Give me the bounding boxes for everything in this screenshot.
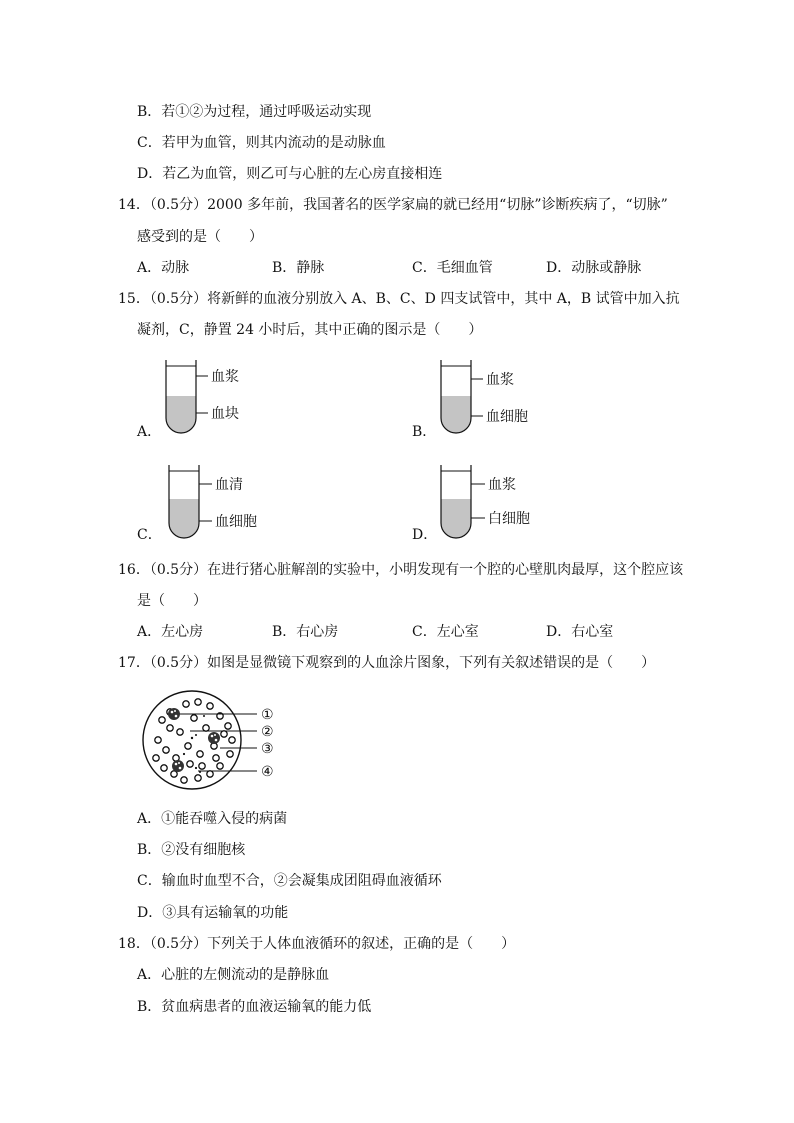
q18-stem-line1: 18．（0.5分）下列关于人体血液循环的叙述，正确的是（ ） <box>118 936 516 952</box>
q15-tube-a-letter: A． <box>137 424 162 440</box>
q16-stem-line2: 是（ ） <box>137 593 207 609</box>
q17-option-a: A．①能吞噬入侵的病菌 <box>137 811 288 827</box>
q13-option-b: B．若①②为过程，通过呼吸运动实现 <box>137 104 372 120</box>
q15-tube-b-letter: B． <box>412 424 437 440</box>
q15-stem-line2: 凝剂，C，静置 24 小时后，其中正确的图示是（ ） <box>137 322 483 338</box>
q17-option-c: C．输血时血型不合，②会凝集成团阻碍血液循环 <box>137 873 442 889</box>
q13-option-c: C．若甲为血管，则其内流动的是动脉血 <box>137 135 386 151</box>
q17-label-2: ② <box>261 724 274 740</box>
q15-tube-a-bottom-label: 血块 <box>211 406 239 422</box>
q15-tube-c-bottom-label: 血细胞 <box>215 514 257 530</box>
q16-option-a: A．左心房 <box>137 624 204 640</box>
q16-option-d: D．右心室 <box>546 624 614 640</box>
q17-label-3: ③ <box>261 741 274 757</box>
q15-tube-c-top-label: 血清 <box>215 477 243 493</box>
q14-stem-line2: 感受到的是（ ） <box>137 229 263 245</box>
q15-tube-d-top-label: 血浆 <box>488 477 516 493</box>
q15-tube-c-figure <box>163 463 278 543</box>
q18-option-b: B．贫血病患者的血液运输氧的能力低 <box>137 999 372 1015</box>
q17-label-1: ① <box>261 707 274 723</box>
q16-option-c: C．左心室 <box>412 624 479 640</box>
q15-tube-d-figure <box>435 463 550 543</box>
q16-option-b: B．右心房 <box>272 624 339 640</box>
q17-label-4: ④ <box>261 764 274 780</box>
q14-stem-line1: 14．（0.5分）2000 多年前，我国著名的医学家扁的就已经用“切脉”诊断疾病了，“切脉” <box>118 197 668 213</box>
q15-stem-line1: 15．（0.5分）将新鲜的血液分别放入 A、B、C、D 四支试管中，其中 A，B 试管中加入抗 <box>118 291 680 307</box>
q15-tube-a-top-label: 血浆 <box>211 369 239 385</box>
q17-option-d: D．③具有运输氧的功能 <box>137 905 289 921</box>
q15-tube-a-figure <box>160 358 270 438</box>
q17-stem-line1: 17．（0.5分）如图是显微镜下观察到的人血涂片图象，下列有关叙述错误的是（ ） <box>118 655 656 671</box>
q18-option-a: A．心脏的左侧流动的是静脉血 <box>137 967 330 983</box>
q17-option-b: B．②没有细胞核 <box>137 842 246 858</box>
q15-tube-b-figure <box>435 358 545 438</box>
q15-tube-b-bottom-label: 血细胞 <box>486 409 528 425</box>
q15-tube-b-top-label: 血浆 <box>486 372 514 388</box>
q17-blood-smear-figure <box>140 688 290 794</box>
q14-option-b: B．静脉 <box>272 260 325 276</box>
q15-tube-d-letter: D． <box>412 527 438 543</box>
q15-tube-d-bottom-label: 白细胞 <box>488 511 530 527</box>
q15-tube-c-letter: C． <box>137 527 162 543</box>
q14-option-a: A．动脉 <box>137 260 190 276</box>
q14-option-d: D．动脉或静脉 <box>546 260 642 276</box>
q16-stem-line1: 16．（0.5分）在进行猪心脏解剖的实验中，小明发现有一个腔的心壁肌肉最厚，这个腔应该 <box>118 562 684 578</box>
q14-option-c: C．毛细血管 <box>412 260 493 276</box>
q13-option-d: D．若乙为血管，则乙可与心脏的左心房直接相连 <box>137 166 443 182</box>
